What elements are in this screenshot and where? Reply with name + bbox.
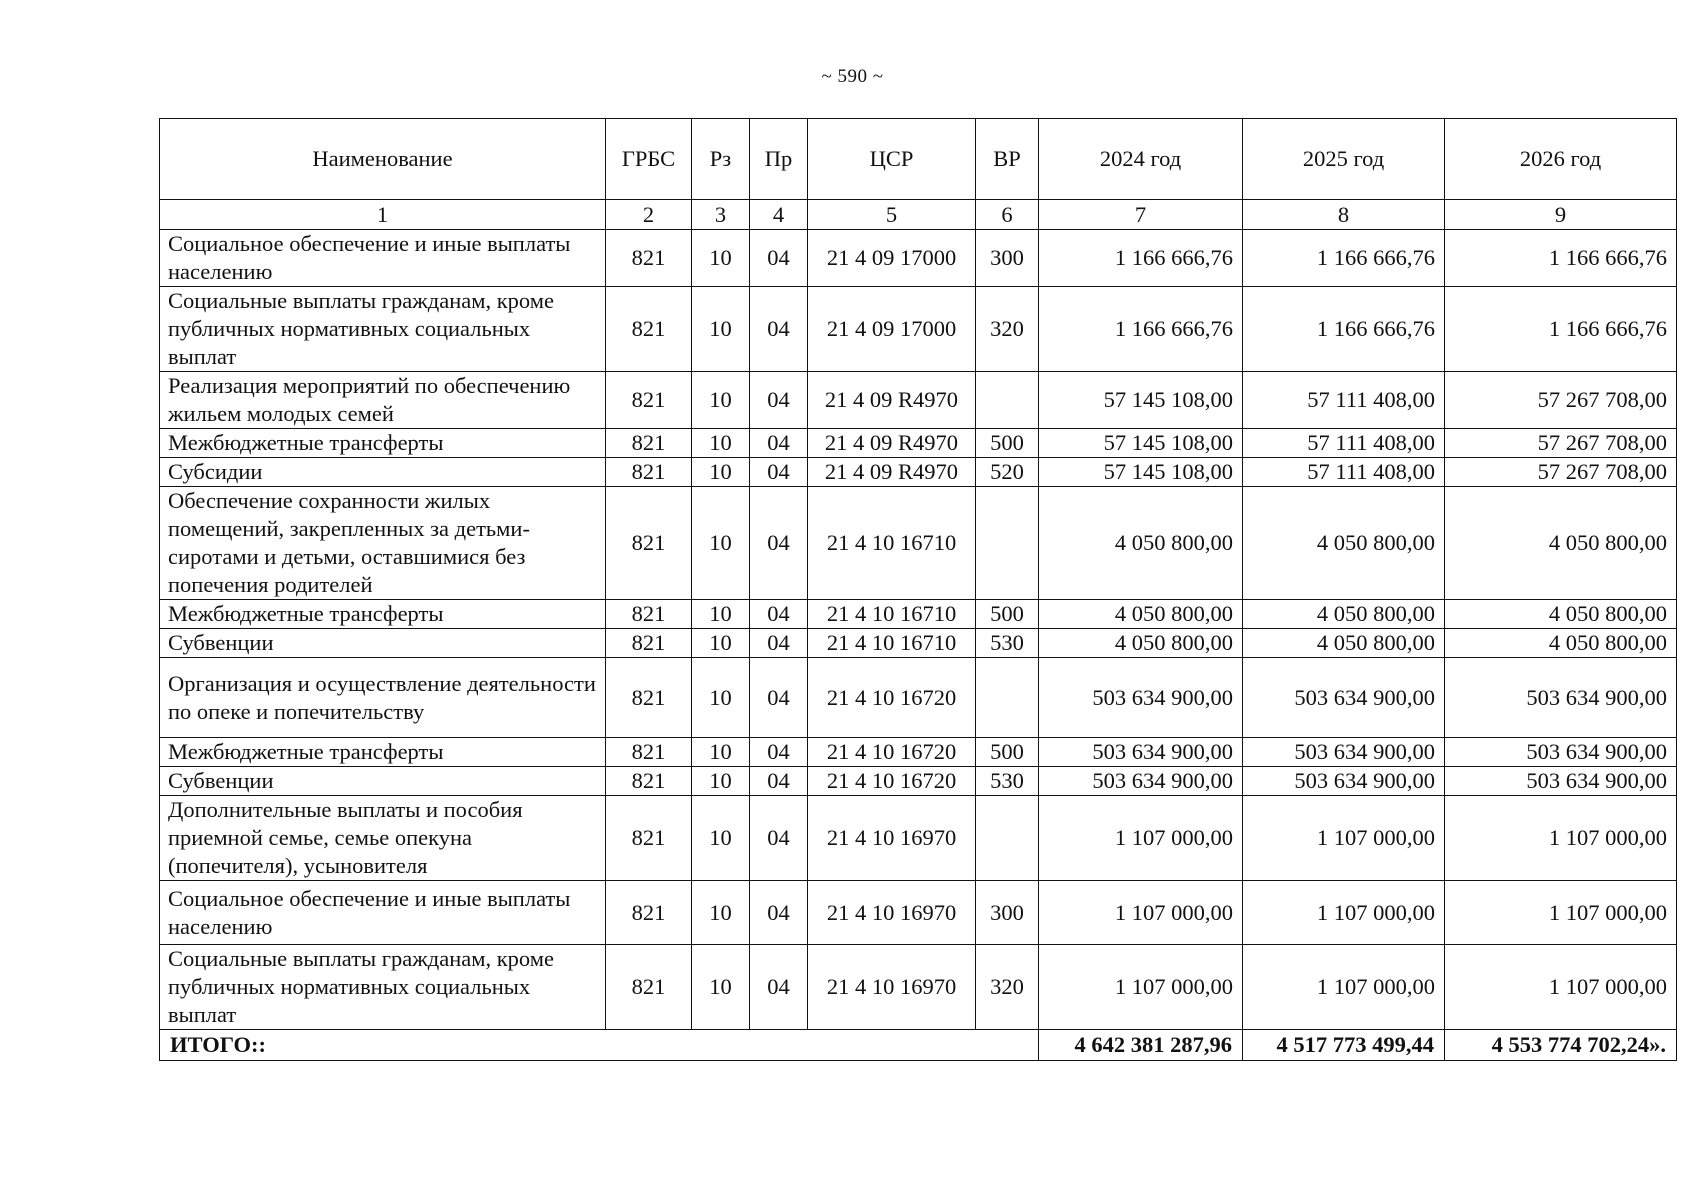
row-2026: 503 634 900,00	[1445, 738, 1677, 767]
column-number: 5	[808, 200, 976, 230]
row-csr: 21 4 10 16720	[808, 658, 976, 738]
row-2025: 1 107 000,00	[1243, 796, 1445, 881]
row-2024: 57 145 108,00	[1039, 429, 1243, 458]
row-grbs: 821	[606, 287, 692, 372]
row-rz: 10	[692, 372, 750, 429]
row-name: Межбюджетные трансферты	[160, 738, 606, 767]
row-vr: 320	[976, 287, 1039, 372]
row-vr: 520	[976, 458, 1039, 487]
total-2024: 4 642 381 287,96	[1039, 1030, 1243, 1061]
row-2025: 57 111 408,00	[1243, 458, 1445, 487]
header-2026: 2026 год	[1445, 119, 1677, 200]
table-row	[160, 881, 1677, 945]
row-grbs: 821	[606, 738, 692, 767]
row-grbs: 821	[606, 230, 692, 287]
row-vr: 300	[976, 881, 1039, 945]
row-2026: 503 634 900,00	[1445, 767, 1677, 796]
row-csr: 21 4 09 R4970	[808, 429, 976, 458]
row-csr: 21 4 10 16710	[808, 600, 976, 629]
row-name: Дополнительные выплаты и пособия приемной семье, семье опекуна (попечителя), усыновителя	[160, 796, 606, 881]
row-csr: 21 4 10 16710	[808, 629, 976, 658]
header-2024: 2024 год	[1039, 119, 1243, 200]
row-pr: 04	[750, 600, 808, 629]
row-2026: 1 166 666,76	[1445, 230, 1677, 287]
row-name: Субсидии	[160, 458, 606, 487]
header-name: Наименование	[160, 119, 606, 200]
column-number: 6	[976, 200, 1039, 230]
row-2024: 503 634 900,00	[1039, 738, 1243, 767]
row-2024: 1 166 666,76	[1039, 230, 1243, 287]
header-vr: ВР	[976, 119, 1039, 200]
row-name: Социальные выплаты гражданам, кроме публичных нормативных социальных выплат	[160, 945, 606, 1030]
row-2025: 1 166 666,76	[1243, 230, 1445, 287]
table-row	[160, 796, 1677, 881]
row-name: Межбюджетные трансферты	[160, 600, 606, 629]
row-name: Субвенции	[160, 767, 606, 796]
row-2025: 1 107 000,00	[1243, 945, 1445, 1030]
total-2026: 4 553 774 702,24».	[1445, 1030, 1677, 1061]
row-pr: 04	[750, 796, 808, 881]
row-name: Социальные выплаты гражданам, кроме публичных нормативных социальных выплат	[160, 287, 606, 372]
row-name: Субвенции	[160, 629, 606, 658]
row-csr: 21 4 10 16720	[808, 767, 976, 796]
row-2026: 1 166 666,76	[1445, 287, 1677, 372]
header-pr: Пр	[750, 119, 808, 200]
table-row	[160, 945, 1677, 1030]
total-row	[160, 1030, 1677, 1061]
table-row	[160, 600, 1677, 629]
row-vr: 300	[976, 230, 1039, 287]
row-2025: 1 107 000,00	[1243, 881, 1445, 945]
row-2025: 4 050 800,00	[1243, 629, 1445, 658]
row-2024: 503 634 900,00	[1039, 658, 1243, 738]
table-row	[160, 429, 1677, 458]
row-rz: 10	[692, 738, 750, 767]
row-vr: 500	[976, 600, 1039, 629]
row-pr: 04	[750, 287, 808, 372]
row-grbs: 821	[606, 458, 692, 487]
row-grbs: 821	[606, 796, 692, 881]
row-2026: 57 267 708,00	[1445, 372, 1677, 429]
row-vr	[976, 796, 1039, 881]
row-2024: 4 050 800,00	[1039, 629, 1243, 658]
row-vr: 530	[976, 629, 1039, 658]
row-2026: 4 050 800,00	[1445, 600, 1677, 629]
row-2024: 1 166 666,76	[1039, 287, 1243, 372]
row-rz: 10	[692, 429, 750, 458]
row-2024: 4 050 800,00	[1039, 600, 1243, 629]
row-csr: 21 4 10 16970	[808, 881, 976, 945]
row-rz: 10	[692, 230, 750, 287]
row-2024: 1 107 000,00	[1039, 945, 1243, 1030]
row-rz: 10	[692, 767, 750, 796]
table-row	[160, 487, 1677, 600]
row-rz: 10	[692, 881, 750, 945]
row-pr: 04	[750, 487, 808, 600]
row-grbs: 821	[606, 487, 692, 600]
table-row	[160, 287, 1677, 372]
row-csr: 21 4 09 17000	[808, 287, 976, 372]
column-number: 1	[160, 200, 606, 230]
row-grbs: 821	[606, 767, 692, 796]
row-2025: 503 634 900,00	[1243, 738, 1445, 767]
table-row	[160, 230, 1677, 287]
table-row	[160, 658, 1677, 738]
table-header-row	[160, 119, 1677, 200]
column-number-row	[160, 200, 1677, 230]
row-rz: 10	[692, 658, 750, 738]
row-2024: 503 634 900,00	[1039, 767, 1243, 796]
row-2025: 57 111 408,00	[1243, 372, 1445, 429]
row-rz: 10	[692, 287, 750, 372]
row-2024: 57 145 108,00	[1039, 372, 1243, 429]
row-rz: 10	[692, 487, 750, 600]
row-2024: 1 107 000,00	[1039, 881, 1243, 945]
row-csr: 21 4 09 R4970	[808, 458, 976, 487]
row-pr: 04	[750, 767, 808, 796]
row-grbs: 821	[606, 881, 692, 945]
header-rz: Рз	[692, 119, 750, 200]
row-grbs: 821	[606, 629, 692, 658]
row-2026: 1 107 000,00	[1445, 945, 1677, 1030]
row-name: Социальное обеспечение и иные выплаты населению	[160, 230, 606, 287]
row-2024: 1 107 000,00	[1039, 796, 1243, 881]
row-grbs: 821	[606, 658, 692, 738]
row-2026: 57 267 708,00	[1445, 458, 1677, 487]
column-number: 8	[1243, 200, 1445, 230]
row-2024: 4 050 800,00	[1039, 487, 1243, 600]
row-csr: 21 4 10 16720	[808, 738, 976, 767]
row-2025: 503 634 900,00	[1243, 658, 1445, 738]
row-pr: 04	[750, 372, 808, 429]
row-grbs: 821	[606, 372, 692, 429]
row-rz: 10	[692, 796, 750, 881]
budget-table	[159, 118, 1677, 1061]
header-grbs: ГРБС	[606, 119, 692, 200]
row-2026: 503 634 900,00	[1445, 658, 1677, 738]
header-2025: 2025 год	[1243, 119, 1445, 200]
row-csr: 21 4 10 16970	[808, 945, 976, 1030]
row-2025: 503 634 900,00	[1243, 767, 1445, 796]
total-2025: 4 517 773 499,44	[1243, 1030, 1445, 1061]
row-grbs: 821	[606, 429, 692, 458]
row-rz: 10	[692, 458, 750, 487]
header-csr: ЦСР	[808, 119, 976, 200]
row-rz: 10	[692, 629, 750, 658]
row-2026: 4 050 800,00	[1445, 629, 1677, 658]
row-grbs: 821	[606, 945, 692, 1030]
row-vr	[976, 658, 1039, 738]
row-2026: 1 107 000,00	[1445, 881, 1677, 945]
row-pr: 04	[750, 881, 808, 945]
row-vr: 530	[976, 767, 1039, 796]
row-csr: 21 4 10 16970	[808, 796, 976, 881]
table-row	[160, 629, 1677, 658]
row-2024: 57 145 108,00	[1039, 458, 1243, 487]
row-2025: 4 050 800,00	[1243, 487, 1445, 600]
table-body	[160, 230, 1677, 1030]
row-2026: 1 107 000,00	[1445, 796, 1677, 881]
row-pr: 04	[750, 738, 808, 767]
row-csr: 21 4 10 16710	[808, 487, 976, 600]
row-csr: 21 4 09 17000	[808, 230, 976, 287]
row-grbs: 821	[606, 600, 692, 629]
column-number: 7	[1039, 200, 1243, 230]
row-name: Социальное обеспечение и иные выплаты населению	[160, 881, 606, 945]
row-vr: 500	[976, 738, 1039, 767]
row-vr: 320	[976, 945, 1039, 1030]
row-rz: 10	[692, 945, 750, 1030]
column-number: 2	[606, 200, 692, 230]
row-vr	[976, 487, 1039, 600]
row-name: Межбюджетные трансферты	[160, 429, 606, 458]
row-pr: 04	[750, 458, 808, 487]
column-number: 9	[1445, 200, 1677, 230]
table-row	[160, 458, 1677, 487]
row-vr	[976, 372, 1039, 429]
row-name: Обеспечение сохранности жилых помещений, закрепленных за детьми-сиротами и детьми, оставшимися без попечения родителей	[160, 487, 606, 600]
row-pr: 04	[750, 629, 808, 658]
column-number: 4	[750, 200, 808, 230]
row-pr: 04	[750, 429, 808, 458]
table-row	[160, 372, 1677, 429]
row-pr: 04	[750, 658, 808, 738]
row-rz: 10	[692, 600, 750, 629]
row-2025: 1 166 666,76	[1243, 287, 1445, 372]
row-2025: 57 111 408,00	[1243, 429, 1445, 458]
row-2026: 4 050 800,00	[1445, 487, 1677, 600]
total-label: ИТОГО::	[160, 1030, 1039, 1061]
row-csr: 21 4 09 R4970	[808, 372, 976, 429]
row-name: Организация и осуществление деятельности по опеке и попечительству	[160, 658, 606, 738]
page-number: ~ 590 ~	[821, 66, 884, 87]
row-vr: 500	[976, 429, 1039, 458]
table-row	[160, 767, 1677, 796]
row-pr: 04	[750, 230, 808, 287]
row-2026: 57 267 708,00	[1445, 429, 1677, 458]
column-number: 3	[692, 200, 750, 230]
table-row	[160, 738, 1677, 767]
row-pr: 04	[750, 945, 808, 1030]
row-2025: 4 050 800,00	[1243, 600, 1445, 629]
row-name: Реализация мероприятий по обеспечению жильем молодых семей	[160, 372, 606, 429]
